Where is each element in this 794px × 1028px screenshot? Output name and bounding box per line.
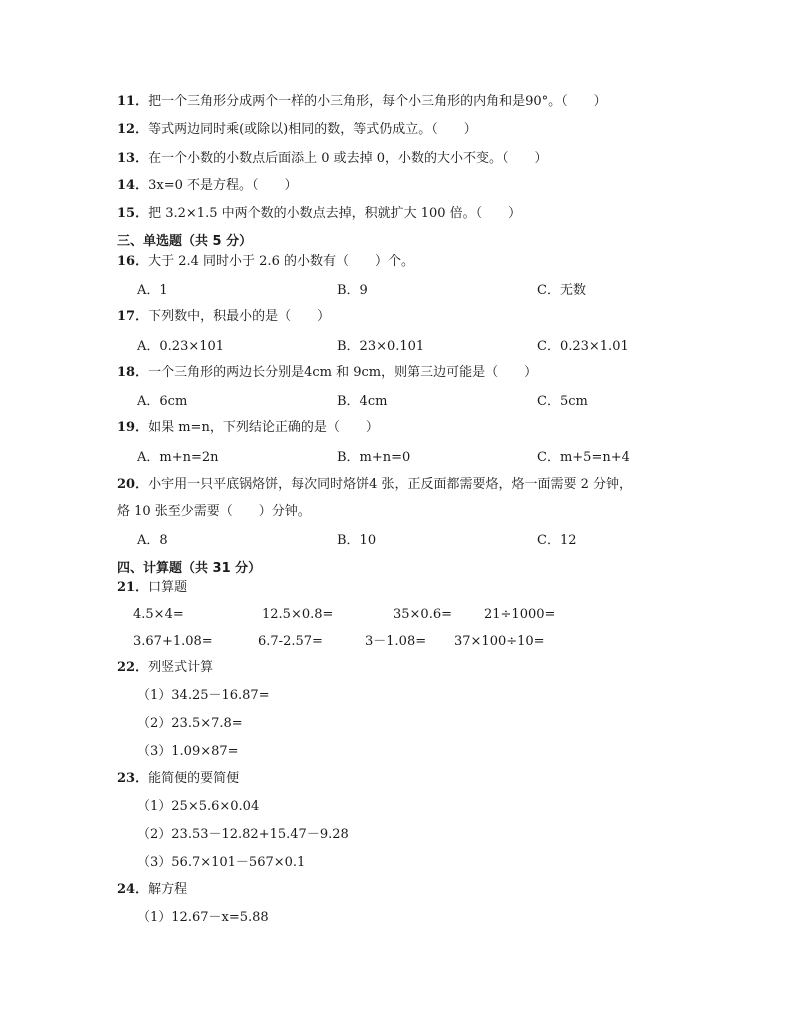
sub-item: （1）12.67－x=5.88 — [137, 910, 269, 925]
section-title-single-choice: 三、单选题（共 5 分） — [117, 234, 253, 249]
question-21 — [117, 579, 187, 597]
option-a: A．6cm — [137, 394, 188, 409]
question-19 — [117, 419, 379, 437]
option-c: C．m+5=n+4 — [537, 450, 630, 465]
option-a: A．8 — [137, 533, 168, 548]
mental-calc-item: 37×100÷10= — [454, 634, 545, 649]
option-a: A．1 — [137, 283, 168, 298]
question-number: 20． — [117, 477, 149, 492]
question-text: 把 3.2×1.5 中两个数的小数点去掉，积就扩大 100 倍。（ ） — [148, 206, 522, 221]
question-number: 18． — [117, 365, 149, 380]
sub-item: （2）23.5×7.8= — [137, 716, 243, 731]
question-11 — [117, 93, 607, 111]
question-20-continued: 烙 10 张至少需要（ ）分钟。 — [117, 504, 311, 519]
sub-item: （3）56.7×101－567×0.1 — [137, 855, 306, 870]
question-12 — [117, 121, 477, 139]
sub-item: （2）23.53－12.82+15.47－9.28 — [137, 827, 349, 842]
mental-calc-item: 3.67+1.08= — [133, 634, 213, 649]
question-number: 21． — [117, 580, 149, 595]
option-c: C．无数 — [537, 283, 586, 298]
question-text: 3x=0 不是方程。（ ） — [148, 178, 298, 193]
question-number: 17． — [117, 309, 149, 324]
section-title-calculation: 四、计算题（共 31 分） — [117, 561, 262, 576]
option-b: B．9 — [337, 283, 368, 298]
sub-item: （1）25×5.6×0.04 — [137, 799, 260, 814]
mental-calc-item: 35×0.6= — [393, 607, 453, 622]
question-22 — [117, 659, 213, 677]
question-text: 小宇用一只平底锅烙饼，每次同时烙饼4 张，正反面都需要烙，烙一面需要 2 分钟， — [148, 477, 633, 492]
question-number: 22． — [117, 660, 149, 675]
question-number: 15． — [117, 206, 149, 221]
question-number: 24． — [117, 882, 149, 897]
mental-calc-item: 4.5×4= — [133, 607, 184, 622]
sub-item: （3）1.09×87= — [137, 744, 239, 759]
option-b: B．4cm — [337, 394, 388, 409]
option-a: A．0.23×101 — [137, 339, 225, 354]
question-24 — [117, 881, 187, 899]
question-text: 下列数中，积最小的是（ ） — [148, 309, 331, 324]
question-text: 解方程 — [148, 882, 188, 897]
question-20 — [117, 476, 632, 494]
question-text: 列竖式计算 — [148, 660, 214, 675]
mental-calc-item: 12.5×0.8= — [262, 607, 334, 622]
question-15 — [117, 205, 521, 223]
question-18 — [117, 364, 537, 382]
mental-calc-item: 21÷1000= — [484, 607, 556, 622]
question-14 — [117, 177, 298, 195]
question-text: 在一个小数的小数点后面添上 0 或去掉 0，小数的大小不变。（ ） — [148, 151, 548, 166]
question-16 — [117, 253, 414, 271]
option-c: C．5cm — [537, 394, 588, 409]
question-number: 14． — [117, 178, 149, 193]
question-text: 等式两边同时乘(或除以)相同的数，等式仍成立。（ ） — [148, 122, 477, 137]
question-text: 口算题 — [148, 580, 188, 595]
question-23 — [117, 770, 239, 788]
question-text: 把一个三角形分成两个一样的小三角形，每个小三角形的内角和是90°。（ ） — [148, 94, 607, 109]
question-17 — [117, 308, 330, 326]
question-text: 如果 m=n，下列结论正确的是（ ） — [148, 420, 379, 435]
question-13 — [117, 150, 548, 168]
option-a: A．m+n=2n — [137, 450, 219, 465]
question-number: 11． — [117, 94, 149, 109]
question-number: 23． — [117, 771, 149, 786]
mental-calc-item: 3－1.08= — [365, 634, 427, 649]
option-c: C．12 — [537, 533, 577, 548]
mental-calc-item: 6.7-2.57= — [258, 634, 323, 649]
option-b: B．10 — [337, 533, 377, 548]
question-text: 能简便的要简便 — [148, 771, 240, 786]
sub-item: （1）34.25－16.87= — [137, 688, 270, 703]
question-number: 12． — [117, 122, 149, 137]
option-b: B．23×0.101 — [337, 339, 425, 354]
question-text: 大于 2.4 同时小于 2.6 的小数有（ ）个。 — [148, 254, 414, 269]
question-number: 16． — [117, 254, 149, 269]
option-c: C．0.23×1.01 — [537, 339, 629, 354]
option-b: B．m+n=0 — [337, 450, 411, 465]
question-number: 19． — [117, 420, 149, 435]
question-text: 一个三角形的两边长分别是4cm 和 9cm，则第三边可能是（ ） — [148, 365, 538, 380]
question-number: 13． — [117, 151, 149, 166]
